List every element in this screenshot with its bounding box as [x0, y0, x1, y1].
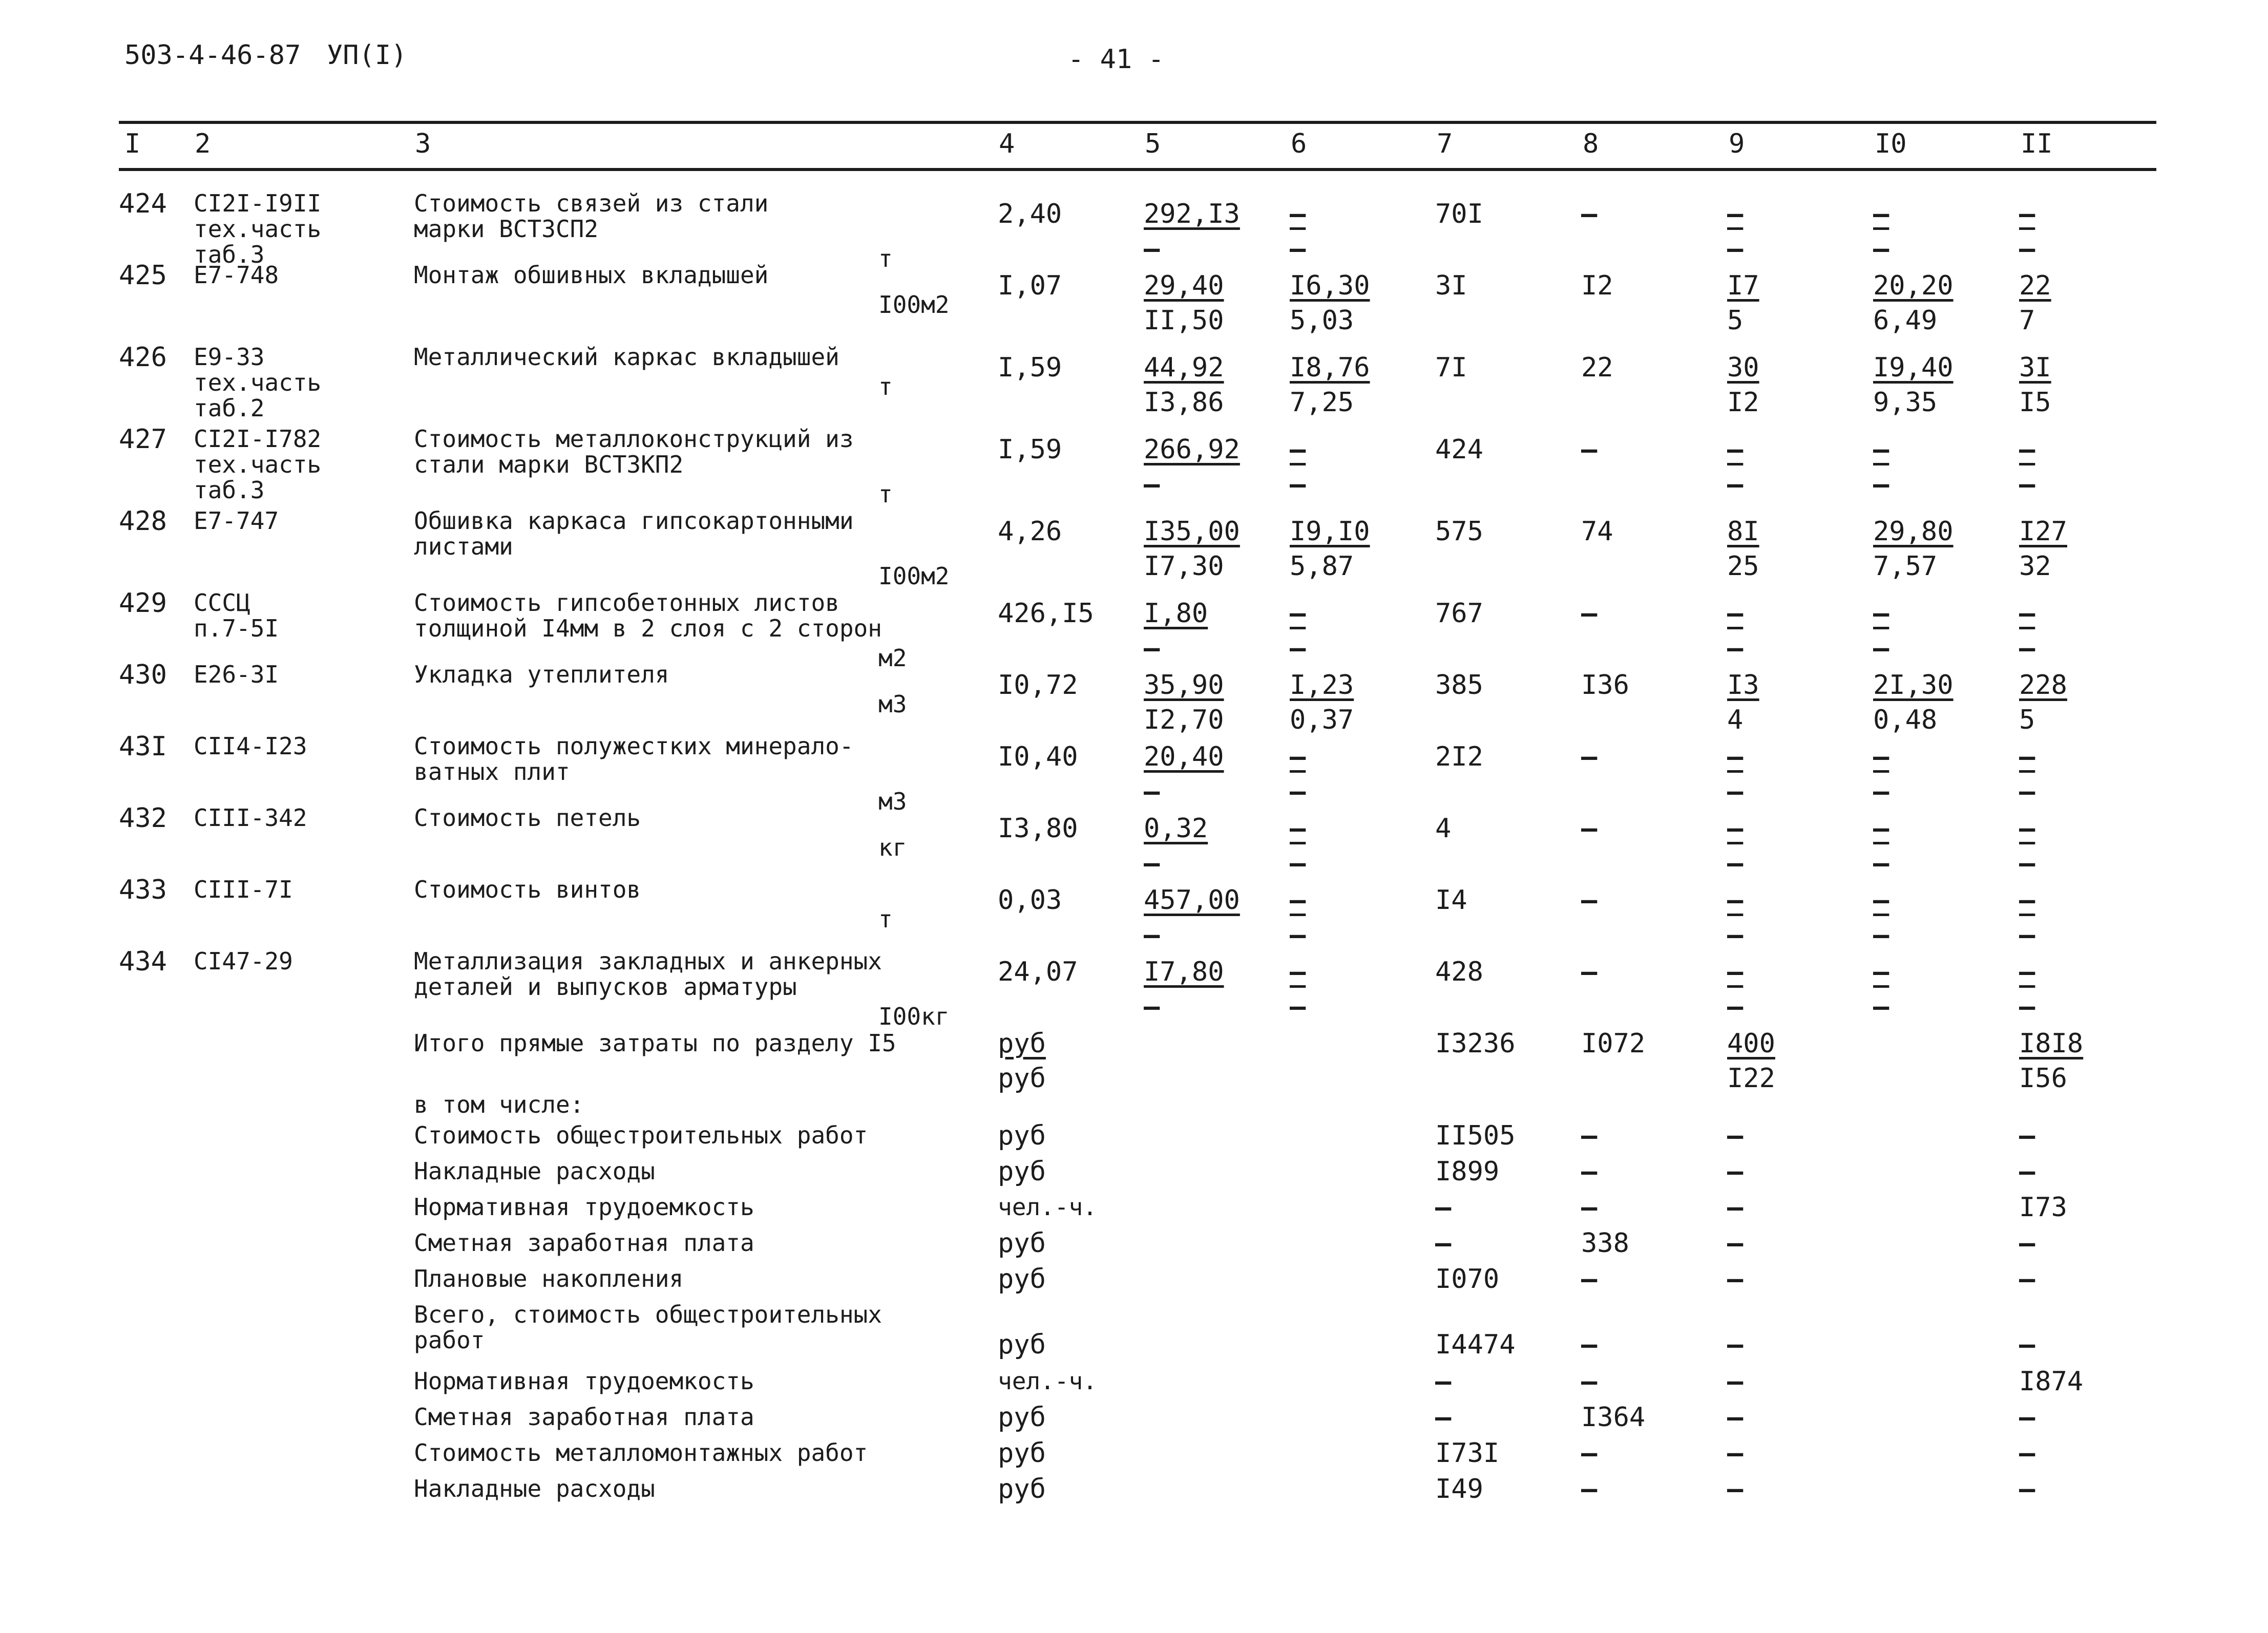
summary-c8: –	[1581, 1120, 1598, 1151]
cost-c5-bottom: –	[1144, 633, 1160, 664]
summary-c7: –	[1435, 1192, 1452, 1223]
summary-c9: –	[1727, 1120, 1744, 1151]
summary-unit: руб	[998, 1402, 1046, 1433]
cost-c7: 7I	[1435, 352, 1467, 383]
cost-c7: 767	[1435, 598, 1483, 629]
summary-label: Стоимость общестроительных работ	[414, 1121, 868, 1149]
summary-c8: I364	[1581, 1402, 1646, 1433]
cost-c11-top: I27	[2019, 516, 2067, 547]
cost-c6-bottom: –	[1290, 848, 1306, 879]
cost-c7: 4	[1435, 813, 1452, 844]
cost-c5-bottom: I3,86	[1144, 387, 1224, 418]
cost-c6-bottom: –	[1290, 633, 1306, 664]
cost-c9-bottom: –	[1727, 633, 1744, 664]
total-unit-bottom: руб	[998, 1063, 1046, 1094]
quantity: I3,80	[998, 813, 1078, 844]
summary-c9: –	[1727, 1474, 1744, 1504]
cost-c8: 22	[1581, 352, 1613, 383]
summary-c11: –	[2019, 1264, 2035, 1295]
cost-c9-top: I3	[1727, 670, 1759, 701]
cost-c10-bottom: –	[1873, 920, 1889, 950]
work-name: Металлический каркас вкладышей	[414, 343, 839, 371]
cost-c7: 575	[1435, 516, 1483, 547]
summary-c11: –	[2019, 1329, 2035, 1360]
cost-c11-bottom: –	[2019, 633, 2035, 664]
cost-c11-top: –	[2019, 813, 2035, 844]
doc-code: 503-4-46-87	[124, 40, 301, 71]
cost-c10-top: 29,80	[1873, 516, 1954, 547]
cost-c9-bottom: –	[1727, 991, 1744, 1022]
cost-c9-bottom: I2	[1727, 387, 1759, 418]
unit: м3	[878, 690, 907, 718]
cost-c6-bottom: 7,25	[1290, 387, 1354, 418]
work-name: Стоимость полужестких минерало- ватных плит	[414, 732, 854, 786]
summary-c7: I899	[1435, 1156, 1500, 1187]
row-number: 428	[119, 506, 167, 537]
cost-c9-top: –	[1727, 598, 1744, 629]
summary-c11: I874	[2019, 1366, 2084, 1397]
norm-code: CI2I-I782 тех.часть таб.3	[194, 425, 322, 504]
summary-c8: –	[1581, 1474, 1598, 1504]
cost-c5-top: I,80	[1144, 598, 1208, 629]
including-label: в том числе:	[414, 1091, 584, 1118]
summary-unit: руб	[998, 1438, 1046, 1469]
total-c7: I3236	[1435, 1028, 1516, 1059]
cost-c8: –	[1581, 885, 1598, 916]
cost-c7: 424	[1435, 434, 1483, 465]
cost-c7: 3I	[1435, 270, 1467, 301]
cost-c5-top: 266,92	[1144, 434, 1240, 465]
summary-c9: –	[1727, 1438, 1744, 1469]
cost-c10-top: –	[1873, 598, 1889, 629]
cost-c9-bottom: –	[1727, 848, 1744, 879]
cost-c6-top: I6,30	[1290, 270, 1370, 301]
cost-c10-bottom: 6,49	[1873, 305, 1938, 336]
cost-c8: –	[1581, 741, 1598, 772]
summary-c11: I73	[2019, 1192, 2067, 1223]
cost-c5-top: I35,00	[1144, 516, 1240, 547]
cost-c10-top: I9,40	[1873, 352, 1954, 383]
cost-c6-bottom: 5,03	[1290, 305, 1354, 336]
summary-c9: –	[1727, 1156, 1744, 1187]
cost-c10-bottom: 0,48	[1873, 705, 1938, 735]
cost-c11-top: –	[2019, 199, 2035, 229]
cost-c5-bottom: –	[1144, 469, 1160, 500]
column-header: 8	[1583, 129, 1599, 159]
row-number: 429	[119, 588, 167, 619]
cost-c11-top: –	[2019, 741, 2035, 772]
work-name: Монтаж обшивных вкладышей	[414, 261, 769, 289]
unit: т	[878, 373, 893, 400]
column-header: I0	[1875, 129, 1907, 159]
norm-code: CI47-29	[194, 947, 293, 975]
summary-c9: –	[1727, 1402, 1744, 1433]
cost-c9-bottom: –	[1727, 920, 1744, 950]
summary-unit: руб	[998, 1329, 1046, 1360]
cost-c11-top: –	[2019, 957, 2035, 987]
cost-c5-bottom: –	[1144, 991, 1160, 1022]
cost-c10-bottom: –	[1873, 848, 1889, 879]
column-header: I	[124, 129, 141, 159]
cost-c6-top: –	[1290, 813, 1306, 844]
work-name: Металлизация закладных и анкерных деталей и выпусков арматуры	[414, 947, 882, 1001]
quantity: 0,03	[998, 885, 1062, 916]
summary-label: Всего, стоимость общестроительных работ	[414, 1301, 882, 1354]
cost-c10-top: –	[1873, 434, 1889, 465]
row-number: 434	[119, 946, 167, 977]
cost-c6-bottom: 5,87	[1290, 551, 1354, 582]
cost-c10-bottom: 9,35	[1873, 387, 1938, 418]
cost-c9-top: –	[1727, 434, 1744, 465]
summary-label: Нормативная трудоемкость	[414, 1367, 754, 1395]
summary-label: Плановые накопления	[414, 1265, 684, 1292]
cost-c5-bottom: –	[1144, 234, 1160, 264]
work-name: Стоимость связей из стали марки ВСТ3СП2	[414, 189, 769, 243]
cost-c6-top: –	[1290, 741, 1306, 772]
cost-c5-top: I7,80	[1144, 957, 1224, 987]
cost-c11-top: –	[2019, 434, 2035, 465]
summary-label: Нормативная трудоемкость	[414, 1193, 754, 1221]
summary-c11: –	[2019, 1156, 2035, 1187]
summary-c9: –	[1727, 1264, 1744, 1295]
cost-c5-bottom: –	[1144, 920, 1160, 950]
norm-code: E7-747	[194, 507, 279, 535]
cost-c7: I4	[1435, 885, 1467, 916]
cost-c8: –	[1581, 199, 1598, 229]
cost-c7: 428	[1435, 957, 1483, 987]
cost-c9-bottom: –	[1727, 234, 1744, 264]
cost-c8: –	[1581, 434, 1598, 465]
cost-c5-top: 29,40	[1144, 270, 1224, 301]
summary-unit: руб	[998, 1156, 1046, 1187]
total-c9-top: 400	[1727, 1028, 1775, 1059]
row-number: 432	[119, 803, 167, 834]
unit: т	[878, 245, 893, 272]
work-name: Обшивка каркаса гипсокартонными листами	[414, 507, 854, 560]
column-header: 2	[195, 129, 211, 159]
cost-c11-top: –	[2019, 598, 2035, 629]
quantity: I,59	[998, 434, 1062, 465]
norm-code: E7-748	[194, 261, 279, 289]
cost-c9-top: –	[1727, 885, 1744, 916]
cost-c5-bottom: II,50	[1144, 305, 1224, 336]
cost-c6-bottom: 0,37	[1290, 705, 1354, 735]
quantity: 426,I5	[998, 598, 1094, 629]
cost-c5-bottom: –	[1144, 776, 1160, 807]
cost-c10-top: –	[1873, 813, 1889, 844]
cost-c6-top: –	[1290, 885, 1306, 916]
norm-code: CII4-I23	[194, 732, 307, 760]
cost-c11-bottom: –	[2019, 469, 2035, 500]
summary-c9: –	[1727, 1228, 1744, 1259]
cost-c11-bottom: 32	[2019, 551, 2051, 582]
cost-c9-top: I7	[1727, 270, 1759, 301]
summary-c8: 338	[1581, 1228, 1629, 1259]
column-header: 4	[999, 129, 1015, 159]
cost-c6-bottom: –	[1290, 469, 1306, 500]
cost-c6-top: –	[1290, 434, 1306, 465]
cost-c11-top: 3I	[2019, 352, 2051, 383]
norm-code: E26-3I	[194, 661, 279, 688]
cost-c10-bottom: –	[1873, 234, 1889, 264]
summary-label: Стоимость металломонтажных работ	[414, 1439, 868, 1467]
summary-c11: –	[2019, 1402, 2035, 1433]
cost-c10-top: 20,20	[1873, 270, 1954, 301]
cost-c11-bottom: 7	[2019, 305, 2035, 336]
summary-c8: –	[1581, 1366, 1598, 1397]
unit: I00м2	[878, 562, 950, 590]
summary-c7: –	[1435, 1228, 1452, 1259]
cost-c10-top: 2I,30	[1873, 670, 1954, 701]
unit: т	[878, 905, 893, 933]
cost-c6-top: –	[1290, 199, 1306, 229]
cost-c5-top: 0,32	[1144, 813, 1208, 844]
cost-c10-top: –	[1873, 885, 1889, 916]
cost-c8: –	[1581, 598, 1598, 629]
summary-unit: чел.-ч.	[998, 1193, 1097, 1221]
cost-c5-top: 292,I3	[1144, 199, 1240, 229]
unit: I00кг	[878, 1003, 950, 1030]
total-c8: I072	[1581, 1028, 1646, 1059]
summary-c8: –	[1581, 1438, 1598, 1469]
summary-c7: –	[1435, 1402, 1452, 1433]
cost-c11-top: 22	[2019, 270, 2051, 301]
unit: м3	[878, 788, 907, 815]
summary-unit: руб	[998, 1264, 1046, 1295]
summary-label: Накладные расходы	[414, 1157, 655, 1185]
unit: кг	[878, 834, 907, 861]
summary-c7: I4474	[1435, 1329, 1516, 1360]
row-number: 433	[119, 875, 167, 905]
cost-c9-top: –	[1727, 957, 1744, 987]
cost-c5-top: 44,92	[1144, 352, 1224, 383]
cost-c5-bottom: I7,30	[1144, 551, 1224, 582]
summary-c8: –	[1581, 1264, 1598, 1295]
cost-c6-top: I8,76	[1290, 352, 1370, 383]
album-number: УП(I)	[327, 40, 407, 71]
work-name: Укладка утеплителя	[414, 661, 669, 688]
cost-c6-bottom: –	[1290, 776, 1306, 807]
cost-c11-bottom: 5	[2019, 705, 2035, 735]
summary-c9: –	[1727, 1192, 1744, 1223]
quantity: 2,40	[998, 199, 1062, 229]
quantity: I,59	[998, 352, 1062, 383]
quantity: I0,72	[998, 670, 1078, 701]
cost-c6-bottom: –	[1290, 920, 1306, 950]
row-number: 430	[119, 660, 167, 690]
quantity: I0,40	[998, 741, 1078, 772]
cost-c9-top: –	[1727, 199, 1744, 229]
cost-c9-top: 8I	[1727, 516, 1759, 547]
cost-c8: –	[1581, 813, 1598, 844]
total-c11-bottom: I56	[2019, 1063, 2067, 1094]
cost-c7: 70I	[1435, 199, 1483, 229]
summary-c11: –	[2019, 1474, 2035, 1504]
cost-c7: 2I2	[1435, 741, 1483, 772]
column-header: 6	[1291, 129, 1307, 159]
unit: м2	[878, 644, 907, 672]
cost-c10-top: –	[1873, 741, 1889, 772]
page-number: - 41 -	[1068, 44, 1164, 75]
column-header: 7	[1437, 129, 1453, 159]
cost-c9-bottom: 5	[1727, 305, 1744, 336]
summary-label: Сметная заработная плата	[414, 1229, 754, 1257]
cost-c9-bottom: 4	[1727, 705, 1744, 735]
row-number: 425	[119, 260, 167, 291]
row-number: 426	[119, 342, 167, 373]
work-name: Стоимость металлоконструкций из стали марки ВСТ3КП2	[414, 425, 854, 478]
cost-c5-bottom: I2,70	[1144, 705, 1224, 735]
column-header: II	[2021, 129, 2053, 159]
work-name: Стоимость винтов	[414, 876, 641, 903]
cost-c8: I36	[1581, 670, 1629, 701]
cost-c5-bottom: –	[1144, 848, 1160, 879]
cost-c7: 385	[1435, 670, 1483, 701]
cost-c11-bottom: I5	[2019, 387, 2051, 418]
summary-unit: руб	[998, 1474, 1046, 1504]
summary-c11: –	[2019, 1120, 2035, 1151]
row-number: 43I	[119, 731, 167, 762]
cost-c5-top: 20,40	[1144, 741, 1224, 772]
row-number: 424	[119, 188, 167, 219]
summary-c7: –	[1435, 1366, 1452, 1397]
summary-c11: –	[2019, 1438, 2035, 1469]
cost-c11-bottom: –	[2019, 991, 2035, 1022]
quantity: 4,26	[998, 516, 1062, 547]
cost-c11-bottom: –	[2019, 234, 2035, 264]
summary-c8: –	[1581, 1192, 1598, 1223]
norm-code: СССЦ п.7-5I	[194, 589, 279, 642]
work-name: Стоимость гипсобетонных листов толщиной I4мм в 2 слоя с 2 сторон	[414, 589, 882, 642]
summary-c9: –	[1727, 1329, 1744, 1360]
total-label: Итого прямые затраты по разделу I5	[414, 1029, 896, 1057]
cost-c9-bottom: –	[1727, 776, 1744, 807]
column-header: 9	[1729, 129, 1745, 159]
summary-c8: –	[1581, 1156, 1598, 1187]
cost-c9-top: –	[1727, 741, 1744, 772]
row-number: 427	[119, 424, 167, 455]
quantity: 24,07	[998, 957, 1078, 987]
cost-c10-bottom: 7,57	[1873, 551, 1938, 582]
summary-c7: I070	[1435, 1264, 1500, 1295]
norm-code: CIII-342	[194, 804, 307, 832]
cost-c11-top: 228	[2019, 670, 2067, 701]
cost-c11-top: –	[2019, 885, 2035, 916]
summary-unit: чел.-ч.	[998, 1367, 1097, 1395]
header-bottom-rule	[119, 168, 2156, 171]
cost-c6-bottom: –	[1290, 991, 1306, 1022]
total-c11-top: I8I8	[2019, 1028, 2084, 1059]
summary-c7: I73I	[1435, 1438, 1500, 1469]
norm-code: CI2I-I9II тех.часть таб.3	[194, 189, 322, 268]
cost-c8: –	[1581, 957, 1598, 987]
cost-c8: I2	[1581, 270, 1613, 301]
table-top-rule	[119, 121, 2156, 124]
cost-c9-top: –	[1727, 813, 1744, 844]
cost-c10-bottom: –	[1873, 991, 1889, 1022]
column-header: 5	[1145, 129, 1161, 159]
norm-code: CIII-7I	[194, 876, 293, 903]
cost-c10-bottom: –	[1873, 469, 1889, 500]
summary-c8: –	[1581, 1329, 1598, 1360]
summary-c9: –	[1727, 1366, 1744, 1397]
summary-c7: I49	[1435, 1474, 1483, 1504]
total-unit-top: руб	[998, 1028, 1046, 1059]
cost-c9-top: 30	[1727, 352, 1759, 383]
summary-label: Накладные расходы	[414, 1475, 655, 1502]
column-header: 3	[415, 129, 431, 159]
cost-c10-bottom: –	[1873, 776, 1889, 807]
norm-code: E9-33 тех.часть таб.2	[194, 343, 322, 422]
cost-c6-top: –	[1290, 598, 1306, 629]
quantity: I,07	[998, 270, 1062, 301]
unit: т	[878, 480, 893, 508]
summary-c11: –	[2019, 1228, 2035, 1259]
summary-label: Сметная заработная плата	[414, 1403, 754, 1431]
summary-unit: руб	[998, 1120, 1046, 1151]
cost-c6-bottom: –	[1290, 234, 1306, 264]
cost-c5-top: 457,00	[1144, 885, 1240, 916]
cost-c6-top: I9,I0	[1290, 516, 1370, 547]
cost-c11-bottom: –	[2019, 920, 2035, 950]
cost-c10-top: –	[1873, 199, 1889, 229]
cost-c10-bottom: –	[1873, 633, 1889, 664]
total-c9-bottom: I22	[1727, 1063, 1775, 1094]
summary-unit: руб	[998, 1228, 1046, 1259]
cost-c10-top: –	[1873, 957, 1889, 987]
cost-c6-top: I,23	[1290, 670, 1354, 701]
cost-c11-bottom: –	[2019, 848, 2035, 879]
unit: I00м2	[878, 291, 950, 319]
cost-c9-bottom: 25	[1727, 551, 1759, 582]
summary-c7: II505	[1435, 1120, 1516, 1151]
work-name: Стоимость петель	[414, 804, 641, 832]
cost-c11-bottom: –	[2019, 776, 2035, 807]
cost-c9-bottom: –	[1727, 469, 1744, 500]
cost-c5-top: 35,90	[1144, 670, 1224, 701]
cost-c8: 74	[1581, 516, 1613, 547]
cost-c6-top: –	[1290, 957, 1306, 987]
